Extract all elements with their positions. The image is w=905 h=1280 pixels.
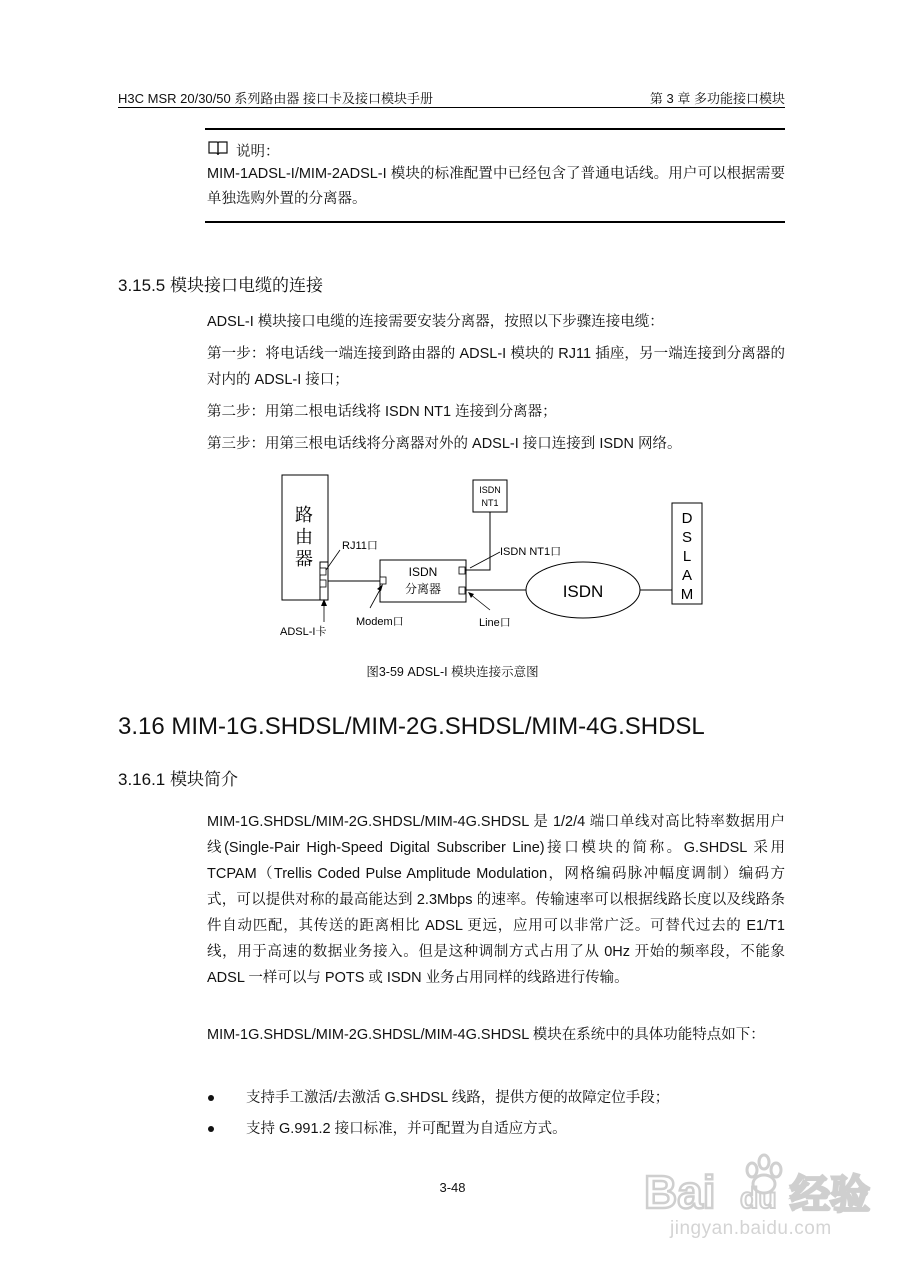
svg-text:经验: 经验 [790,1173,870,1217]
running-header-right: 第 3 章 多功能接口模块 [649,91,785,106]
section-intro: ADSL-I 模块接口电缆的连接需要安装分离器，按照以下步骤连接电缆： [207,314,664,330]
bullet-dot-2 [208,1126,214,1132]
svg-text:du: du [740,1182,777,1215]
isdn-nt1-box-line1: ISDN [479,485,501,495]
note-text: MIM-1ADSL-I/MIM-2ADSL-I 模块的标准配置中已经包含了普通电话线。用户可以根据需要单独选购外置的分离器。 [207,166,785,207]
router-char-3: 器 [295,549,313,569]
dslam-char-5: M [680,586,694,603]
adsl-card-label: ADSL-I卡 [280,626,327,638]
router-char-2: 由 [295,527,313,547]
splitter-label-2: 分离器 [404,582,442,596]
rj11-label: RJ11口 [342,540,378,552]
bullet-dot-1 [208,1095,214,1101]
section-heading-3-16-1: 3.16.1 模块简介 [118,770,238,789]
note-label: 说明： [236,144,280,160]
splitter-label-1: ISDN [408,565,438,579]
features-intro-paragraph: MIM-1G.SHDSL/MIM-2G.SHDSL/MIM-4G.SHDSL 模块在系统中的具体功能特点如下： [207,1027,765,1043]
page-number: 3-48 [439,1180,466,1195]
book-icon [207,139,229,157]
svg-text:Bai: Bai [644,1166,716,1218]
feature-bullet-1: 支持手工激活/去激活 G.SHDSL 线路，提供方便的故障定位手段； [246,1090,670,1106]
isdn-nt1-box-line2: NT1 [481,498,499,508]
note-top-rule [205,128,785,130]
connection-diagram [270,470,720,650]
figure-caption: 图3-59 ADSL-I 模块连接示意图 [366,665,539,679]
dslam-char-3: L [682,548,692,565]
isdn-network-label: ISDN [562,582,604,601]
module-intro-paragraph: MIM-1G.SHDSL/MIM-2G.SHDSL/MIM-4G.SHDSL 是 1/2/4 端口单线对高比特率数据用户线(Single-Pair High-Speed Digital Subscriber Line)接口模块的简称。G.SHDSL 采用 TCPAM（Trellis Coded Pulse Amplitude Modulation，网格编码脉冲幅度调制）编码方式，可以提供对称的最高能达到 2.3Mbps 的速率。传输速率可以根据线路长度以及线路条件自动匹配，其传送的距离相比 ADSL 更远，应用可以非常广泛。可替代过去的 E1/T1 线，用于高速的数据业务接入。但是这种调制方式占用了从 0Hz 开始的频率段，不能象 ADSL 一样可以与 POTS 或 ISDN 业务占用同样的线路进行传输。 [207,814,785,986]
isdn-nt1-port-label: ISDN NT1口 [500,546,562,558]
rj11-port [320,568,326,575]
step-2: 第二步：用第二根电话线将 ISDN NT1 连接到分离器； [207,404,557,420]
dslam-char-4: A [681,567,693,584]
dslam-char-2: S [681,529,693,546]
baidu-watermark-logo [640,1148,880,1218]
dslam-char-1: D [681,510,693,527]
section-heading-3-16: 3.16 MIM-1G.SHDSL/MIM-2G.SHDSL/MIM-4G.SHDSL [118,713,705,740]
step-3: 第三步：用第三根电话线将分离器对外的 ADSL-I 接口连接到 ISDN 网络。 [207,436,682,452]
running-header-left: H3C MSR 20/30/50 系列路由器 接口卡及接口模块手册 [118,91,433,106]
modem-port-label: Modem口 [356,616,404,628]
note-bottom-rule [205,221,785,223]
rj11-port-2 [320,580,326,587]
step-1: 第一步：将电话线一端连接到路由器的 ADSL-I 模块的 RJ11 插座，另一端连接到分离器的对内的 ADSL-I 接口； [207,346,785,388]
line-port-label: Line口 [479,617,511,629]
watermark-url: jingyan.baidu.com [670,1218,832,1239]
feature-bullet-2: 支持 G.991.2 接口标准，并可配置为自适应方式。 [246,1121,567,1137]
section-heading-3-15-5: 3.15.5 模块接口电缆的连接 [118,276,323,295]
header-rule [118,107,785,108]
router-char-1: 路 [295,505,313,525]
